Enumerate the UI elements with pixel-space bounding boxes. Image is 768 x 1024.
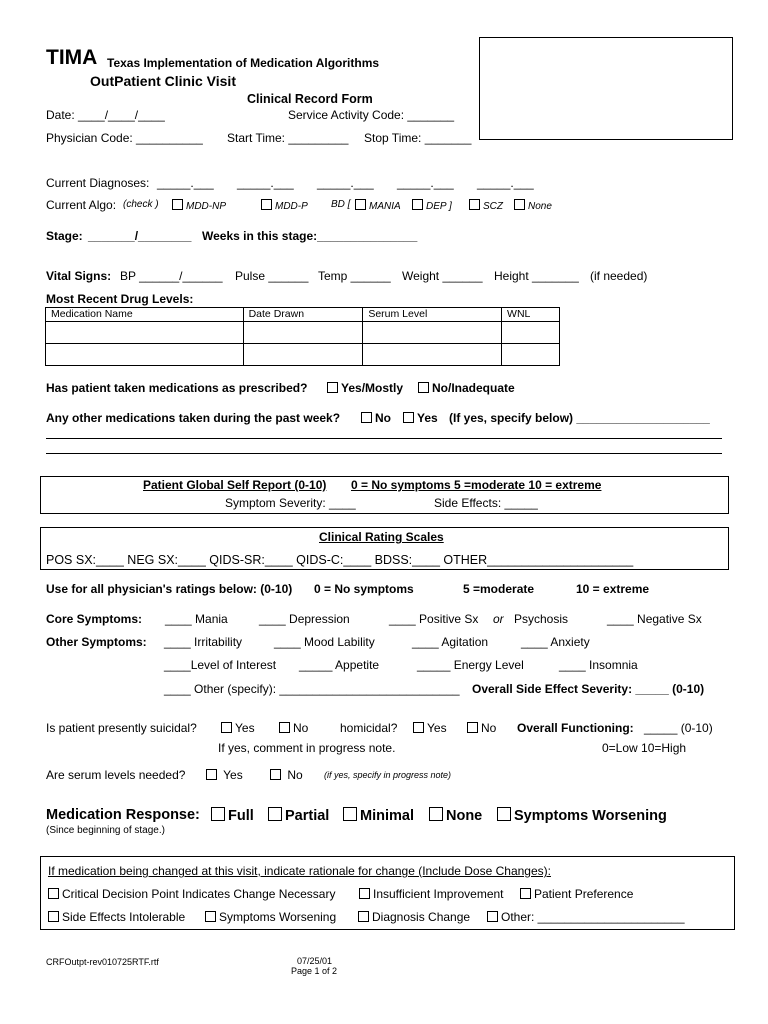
date-field[interactable]: Date: ____/____/____ xyxy=(46,108,165,122)
checkbox[interactable] xyxy=(487,911,498,922)
symptom-severity-field[interactable]: Symptom Severity: ____ xyxy=(225,496,356,510)
weeks-in-stage-field[interactable]: Weeks in this stage:_______________ xyxy=(202,229,418,243)
rationale-side-effects-option[interactable]: Side Effects Intolerable xyxy=(48,910,185,924)
algo-scz-option[interactable]: SCZ xyxy=(469,199,503,212)
table-cell[interactable] xyxy=(243,344,363,366)
specify-line-2[interactable] xyxy=(46,453,722,454)
tima-full-name: Texas Implementation of Medication Algorithms xyxy=(107,56,380,70)
checkbox[interactable] xyxy=(327,382,338,393)
or-text: or xyxy=(493,612,504,626)
response-none-option[interactable]: None xyxy=(429,807,482,824)
drug-levels-title: Most Recent Drug Levels: xyxy=(46,292,194,306)
algo-bd-label: BD [ xyxy=(331,199,351,210)
start-time-field[interactable]: Start Time: _________ xyxy=(227,131,349,145)
specify-line-1[interactable] xyxy=(46,438,722,439)
mania-field[interactable]: ____ Mania xyxy=(165,612,228,626)
mood-lability-field[interactable]: ____ Mood Lability xyxy=(274,635,375,649)
overall-functioning-label: Overall Functioning: xyxy=(517,721,634,735)
checkbox[interactable] xyxy=(355,199,366,210)
appetite-field[interactable]: _____ Appetite xyxy=(299,658,380,672)
rating-scale-five: 5 =moderate xyxy=(463,582,535,596)
medication-response-label: Medication Response: xyxy=(46,807,200,823)
rationale-critical-decision-option[interactable]: Critical Decision Point Indicates Change Necessary xyxy=(48,887,335,901)
algo-dep-option[interactable]: DEP ] xyxy=(412,199,452,212)
response-partial-option[interactable]: Partial xyxy=(268,807,329,824)
table-cell[interactable] xyxy=(46,344,244,366)
form-subtitle: OutPatient Clinic Visit xyxy=(90,73,236,89)
suicidal-comment-note: If yes, comment in progress note. xyxy=(218,741,396,755)
anxiety-field[interactable]: ____ Anxiety xyxy=(521,635,590,649)
checkbox[interactable] xyxy=(268,807,282,821)
global-self-report-scale: 0 = No symptoms 5 =moderate 10 = extreme xyxy=(351,478,602,492)
rating-scales-fields[interactable]: POS SX:____ NEG SX:____ QIDS-SR:____ QIDS-C:____ BDSS:____ OTHER_____________________ xyxy=(46,553,634,567)
rationale-symptoms-worsening-option[interactable]: Symptoms Worsening xyxy=(205,910,336,924)
other-meds-specify: (If yes, specify below) ____________________ xyxy=(449,411,710,425)
weight-field[interactable]: Weight ______ xyxy=(402,269,483,283)
table-cell[interactable] xyxy=(46,322,244,344)
insomnia-field[interactable]: ____ Insomnia xyxy=(559,658,638,672)
algo-none-option[interactable]: None xyxy=(514,199,552,212)
agitation-field[interactable]: ____ Agitation xyxy=(412,635,489,649)
table-cell[interactable] xyxy=(502,322,560,344)
checkbox[interactable] xyxy=(211,807,225,821)
patient-label-box xyxy=(479,37,733,140)
negative-sx-field[interactable]: ____ Negative Sx xyxy=(607,612,702,626)
form-title: Clinical Record Form xyxy=(247,92,373,106)
table-header-row xyxy=(46,308,560,322)
since-stage-note: (Since beginning of stage.) xyxy=(46,825,165,836)
checkbox[interactable] xyxy=(279,722,290,733)
response-minimal-option[interactable]: Minimal xyxy=(343,807,414,824)
checkbox[interactable] xyxy=(270,769,281,780)
serum-yes-option[interactable]: Yes xyxy=(206,768,243,782)
drug-levels-table xyxy=(45,307,560,366)
overall-functioning-field[interactable]: _____ (0-10) xyxy=(644,721,713,735)
algo-mania-option[interactable]: MANIA xyxy=(355,199,401,212)
column-header: Date Drawn xyxy=(243,308,363,322)
table-cell[interactable] xyxy=(243,322,363,344)
table-cell[interactable] xyxy=(363,322,502,344)
homicidal-label: homicidal? xyxy=(340,721,398,735)
checkbox[interactable] xyxy=(520,888,531,899)
checkbox[interactable] xyxy=(469,199,480,210)
checkbox[interactable] xyxy=(172,199,183,210)
checkbox[interactable] xyxy=(221,722,232,733)
tima-logo-text: TIMA xyxy=(46,46,98,69)
adherence-question: Has patient taken medications as prescribed? xyxy=(46,381,308,395)
homicidal-no-option[interactable]: No xyxy=(467,721,496,735)
suicidal-question: Is patient presently suicidal? xyxy=(46,721,197,735)
other-meds-question: Any other medications taken during the past week? xyxy=(46,411,341,425)
checkbox[interactable] xyxy=(206,769,217,780)
column-header: Serum Level xyxy=(363,308,502,322)
serum-note: (if yes, specify in progress note) xyxy=(324,770,452,780)
positive-sx-field[interactable]: ____ Positive Sx xyxy=(389,612,479,626)
psychosis-text: Psychosis xyxy=(514,612,569,626)
checkbox[interactable] xyxy=(48,888,59,899)
overall-side-effect-field[interactable]: Overall Side Effect Severity: _____ (0-10) xyxy=(472,682,705,696)
adherence-yes-option[interactable]: Yes/Mostly xyxy=(327,381,403,395)
checkbox[interactable] xyxy=(361,412,372,423)
stop-time-field[interactable]: Stop Time: _______ xyxy=(364,131,472,145)
other-meds-yes-option[interactable]: Yes xyxy=(403,411,438,425)
core-symptoms-label: Core Symptoms: xyxy=(46,612,143,626)
rating-scale-zero: 0 = No symptoms xyxy=(314,582,414,596)
rationale-other-option[interactable]: Other: ______________________ xyxy=(487,910,685,924)
checkbox[interactable] xyxy=(403,412,414,423)
diagnosis-blank-5[interactable]: _____.___ xyxy=(477,176,534,190)
checkbox[interactable] xyxy=(205,911,216,922)
global-self-report-title: Patient Global Self Report (0-10) xyxy=(143,478,327,492)
checkbox[interactable] xyxy=(261,199,272,210)
checkbox[interactable] xyxy=(412,199,423,210)
rating-scale-ten: 10 = extreme xyxy=(576,582,650,596)
checkbox[interactable] xyxy=(467,722,478,733)
physician-code-field[interactable]: Physician Code: __________ xyxy=(46,131,203,145)
diagnosis-blank-2[interactable]: _____.___ xyxy=(237,176,294,190)
diagnosis-blank-4[interactable]: _____.___ xyxy=(397,176,454,190)
pulse-field[interactable]: Pulse ______ xyxy=(235,269,309,283)
homicidal-yes-option[interactable]: Yes xyxy=(413,721,447,735)
table-row xyxy=(46,344,560,366)
footer-filename: CRFOutpt-rev010725RTF.rtf xyxy=(46,957,159,967)
serum-levels-question: Are serum levels needed? xyxy=(46,768,186,782)
adherence-no-option[interactable]: No/Inadequate xyxy=(418,381,515,395)
checkbox[interactable] xyxy=(48,911,59,922)
algo-mdd-p-option[interactable]: MDD-P xyxy=(261,199,308,212)
service-activity-code-field[interactable]: Service Activity Code: _______ xyxy=(288,108,455,122)
functioning-scale-note: 0=Low 10=High xyxy=(602,741,687,755)
check-hint: (check ) xyxy=(123,199,159,210)
current-diagnoses-label: Current Diagnoses: xyxy=(46,176,150,190)
checkbox[interactable] xyxy=(358,911,369,922)
diagnosis-blank-3[interactable]: _____.___ xyxy=(317,176,374,190)
response-full-option[interactable]: Full xyxy=(211,807,254,824)
table-cell[interactable] xyxy=(363,344,502,366)
irritability-field[interactable]: ____ Irritability xyxy=(164,635,243,649)
level-of-interest-field[interactable]: ____Level of Interest xyxy=(164,658,277,672)
other-symptoms-label: Other Symptoms: xyxy=(46,635,147,649)
table-cell[interactable] xyxy=(502,344,560,366)
response-worsening-option[interactable]: Symptoms Worsening xyxy=(497,807,667,824)
checkbox[interactable] xyxy=(497,807,511,821)
checkbox[interactable] xyxy=(359,888,370,899)
rationale-insufficient-improvement-option[interactable]: Insufficient Improvement xyxy=(359,887,504,901)
checkbox[interactable] xyxy=(514,199,525,210)
stage-label: Stage: xyxy=(46,229,83,243)
diagnosis-blank-1[interactable]: _____.___ xyxy=(157,176,214,190)
temp-field[interactable]: Temp ______ xyxy=(318,269,391,283)
other-specify-field[interactable]: ____ Other (specify): ___________________________ xyxy=(164,682,460,696)
algo-mdd-np-option[interactable]: MDD-NP xyxy=(172,199,226,212)
bp-field[interactable]: BP ______/______ xyxy=(120,269,223,283)
depression-field[interactable]: ____ Depression xyxy=(259,612,350,626)
stage-blanks[interactable]: _______/________ xyxy=(88,229,192,243)
column-header: Medication Name xyxy=(46,308,244,322)
vital-signs-label: Vital Signs: xyxy=(46,269,112,283)
suicidal-yes-option[interactable]: Yes xyxy=(221,721,255,735)
other-meds-no-option[interactable]: No xyxy=(361,411,391,425)
footer-page-number: Page 1 of 2 xyxy=(291,966,338,976)
current-algo-label: Current Algo: xyxy=(46,198,117,212)
height-field[interactable]: Height _______ xyxy=(494,269,579,283)
change-rationale-title: If medication being changed at this visit, indicate rationale for change (Include Dose Changes): xyxy=(48,864,551,878)
energy-level-field[interactable]: _____ Energy Level xyxy=(417,658,524,672)
physician-ratings-label: Use for all physician's ratings below: (0-10) xyxy=(46,582,293,596)
checkbox[interactable] xyxy=(418,382,429,393)
suicidal-no-option[interactable]: No xyxy=(279,721,308,735)
rationale-diagnosis-change-option[interactable]: Diagnosis Change xyxy=(358,910,470,924)
serum-no-option[interactable]: No xyxy=(270,768,303,782)
if-needed-note: (if needed) xyxy=(590,269,648,283)
checkbox[interactable] xyxy=(343,807,357,821)
rating-scales-title: Clinical Rating Scales xyxy=(319,530,444,544)
checkbox[interactable] xyxy=(413,722,424,733)
checkbox[interactable] xyxy=(429,807,443,821)
table-row xyxy=(46,322,560,344)
column-header: WNL xyxy=(502,308,560,322)
footer-date: 07/25/01 xyxy=(297,956,333,966)
side-effects-field[interactable]: Side Effects: _____ xyxy=(434,496,538,510)
rationale-patient-preference-option[interactable]: Patient Preference xyxy=(520,887,633,901)
